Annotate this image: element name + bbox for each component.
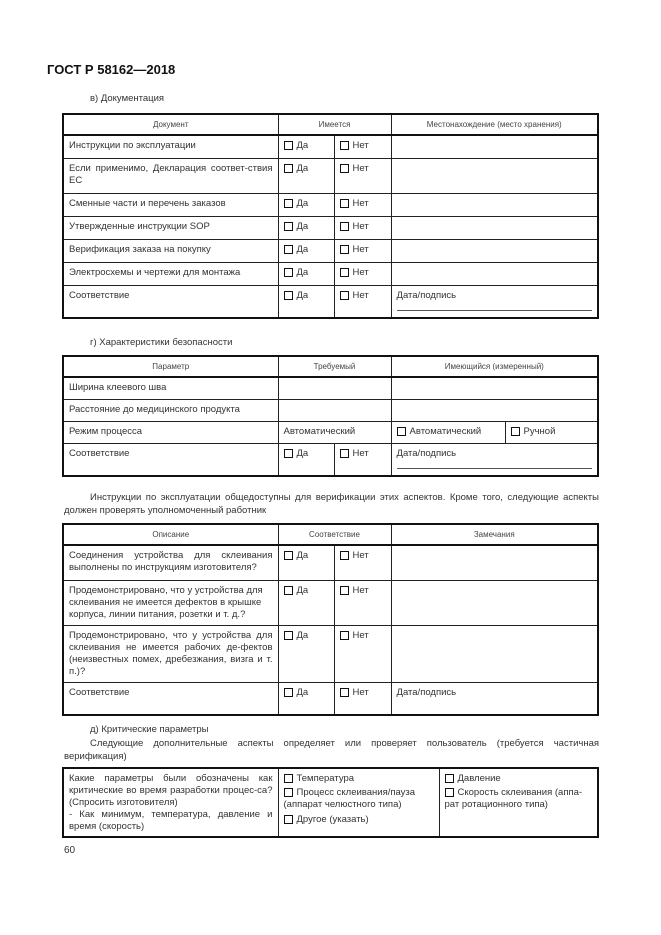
- yes-option[interactable]: Да: [278, 193, 334, 216]
- no-option[interactable]: Нет: [334, 443, 391, 476]
- intro-paragraph: Инструкции по эксплуатации общедоступны для верификации этих аспектов. Кроме того, следующие аспекты должен проверять уполномоченный работник: [64, 492, 599, 516]
- document-standard-header: ГОСТ Р 58162—2018: [47, 62, 176, 77]
- table-row: [63, 239, 598, 262]
- checkbox-icon[interactable]: [284, 774, 293, 783]
- col-header-available: Имеется: [278, 114, 391, 135]
- checkbox-icon[interactable]: [284, 291, 293, 300]
- signature-line: [397, 468, 592, 469]
- checkbox-icon[interactable]: [284, 449, 293, 458]
- col-header-location: Местонахождение (место хранения): [391, 114, 598, 135]
- question-note: - Как минимум, температура, давление и время (скорость): [69, 809, 273, 832]
- yes-option[interactable]: Да: [278, 135, 334, 158]
- checkbox-icon[interactable]: [284, 245, 293, 254]
- no-option[interactable]: Нет: [334, 285, 391, 318]
- inspection-table: [62, 523, 599, 716]
- checkbox-icon[interactable]: [340, 631, 349, 640]
- required-value: Автоматический: [278, 421, 391, 443]
- no-option[interactable]: Нет: [334, 193, 391, 216]
- checkbox-icon[interactable]: [284, 815, 293, 824]
- checkbox-icon[interactable]: [340, 164, 349, 173]
- temperature-option[interactable]: Температура: [284, 773, 434, 785]
- checkbox-icon[interactable]: [340, 688, 349, 697]
- no-option[interactable]: Нет: [334, 545, 391, 580]
- checkbox-icon[interactable]: [397, 427, 406, 436]
- row-label: Продемонстрировано, что у устройства для склеивания не имеется рабочих де-фектов (неизвестных помех, дребезжания, визга и т. п.)?: [63, 625, 278, 682]
- question-text: Какие параметры были обозначены как критические во время разработки процес-са? (Спросить изготовителя): [69, 773, 273, 808]
- documentation-table: [62, 113, 599, 319]
- checkbox-icon[interactable]: [340, 222, 349, 231]
- checkbox-icon[interactable]: [284, 688, 293, 697]
- location-field[interactable]: [391, 262, 598, 285]
- checkbox-icon[interactable]: [340, 199, 349, 208]
- checkbox-icon[interactable]: [284, 199, 293, 208]
- section-documentation-title: в) Документация: [90, 93, 165, 104]
- checkbox-icon[interactable]: [511, 427, 520, 436]
- table-row: [63, 135, 598, 158]
- pressure-option[interactable]: Давление: [445, 773, 593, 785]
- other-option[interactable]: Другое (указать): [284, 814, 434, 826]
- options-column-1: [278, 768, 439, 837]
- remarks-field[interactable]: [391, 580, 598, 625]
- col-header-parameter: Параметр: [63, 356, 278, 377]
- row-label: Соответствие: [63, 443, 278, 476]
- no-option[interactable]: Нет: [334, 580, 391, 625]
- row-label: Инструкции по эксплуатации: [63, 135, 278, 158]
- section-safety-title: г) Характеристики безопасности: [90, 337, 233, 348]
- location-field[interactable]: [391, 239, 598, 262]
- table-row: [63, 682, 598, 715]
- checkbox-icon[interactable]: [284, 141, 293, 150]
- row-label: Расстояние до медицинского продукта: [63, 399, 278, 421]
- checkbox-icon[interactable]: [284, 164, 293, 173]
- no-option[interactable]: Нет: [334, 158, 391, 193]
- checkbox-icon[interactable]: [284, 586, 293, 595]
- col-header-document: Документ: [63, 114, 278, 135]
- automatic-option[interactable]: Автоматический: [391, 421, 505, 443]
- table-row: [63, 421, 598, 443]
- checkbox-icon[interactable]: [340, 551, 349, 560]
- row-label: Продемонстрировано, что у устройства для склеивания не имеется дефектов в крышке корпуса, линии питания, розетки и т. д.?: [63, 580, 278, 625]
- table-row: [63, 580, 598, 625]
- critical-params-table: [62, 767, 599, 838]
- date-signature-field[interactable]: Дата/подпись: [391, 682, 598, 715]
- checkbox-icon[interactable]: [445, 788, 454, 797]
- row-label: Режим процесса: [63, 421, 278, 443]
- no-option[interactable]: Нет: [334, 135, 391, 158]
- col-header-required: Требуемый: [278, 356, 391, 377]
- checkbox-icon[interactable]: [340, 245, 349, 254]
- location-field[interactable]: [391, 135, 598, 158]
- yes-option[interactable]: Да: [278, 285, 334, 318]
- sealing-speed-option[interactable]: Скорость склеивания (аппа-рат ротационного типа): [444, 787, 583, 810]
- safety-table: [62, 355, 599, 477]
- table-row: [63, 377, 598, 399]
- location-field[interactable]: [391, 158, 598, 193]
- checkbox-icon[interactable]: [340, 268, 349, 277]
- yes-option[interactable]: Да: [278, 625, 334, 682]
- critical-paragraph: Следующие дополнительные аспекты определяет или проверяет пользователь (требуется частичная верификация): [64, 738, 599, 762]
- manual-option[interactable]: Ручной: [505, 421, 598, 443]
- row-label: Соединения устройства для склеивания выполнены по инструкциям изготовителя?: [63, 545, 278, 580]
- page-number: 60: [64, 845, 76, 856]
- checkbox-icon[interactable]: [340, 291, 349, 300]
- yes-option[interactable]: Да: [278, 262, 334, 285]
- remarks-field[interactable]: [391, 545, 598, 580]
- location-field[interactable]: [391, 193, 598, 216]
- row-label: Соответствие: [63, 682, 278, 715]
- options-column-2: [439, 768, 598, 837]
- table-row: [63, 443, 598, 476]
- col-header-compliance: Соответствие: [278, 524, 391, 545]
- row-label: Сменные части и перечень заказов: [63, 193, 278, 216]
- yes-option[interactable]: Да: [278, 682, 334, 715]
- no-option[interactable]: Нет: [334, 262, 391, 285]
- table-row: [63, 262, 598, 285]
- section-critical-title: д) Критические параметры: [90, 724, 209, 735]
- required-field[interactable]: [278, 377, 391, 399]
- actual-field[interactable]: [391, 377, 598, 399]
- question-cell: [63, 768, 278, 837]
- no-option[interactable]: Нет: [334, 216, 391, 239]
- yes-option[interactable]: Да: [278, 545, 334, 580]
- date-signature-field[interactable]: Дата/подпись: [391, 443, 598, 476]
- yes-option[interactable]: Да: [278, 158, 334, 193]
- checkbox-icon[interactable]: [284, 631, 293, 640]
- required-field[interactable]: [278, 399, 391, 421]
- table-row: [63, 545, 598, 580]
- row-label: Верификация заказа на покупку: [63, 239, 278, 262]
- row-label: Электросхемы и чертежи для монтажа: [63, 262, 278, 285]
- table-row: [63, 625, 598, 682]
- yes-option[interactable]: Да: [278, 443, 334, 476]
- date-signature-field[interactable]: Дата/подпись: [391, 285, 598, 318]
- no-option[interactable]: Нет: [334, 625, 391, 682]
- checkbox-icon[interactable]: [284, 268, 293, 277]
- checkbox-icon[interactable]: [445, 774, 454, 783]
- sealing-process-option[interactable]: Процесс склеивания/пауза (аппарат челюстного типа): [283, 787, 416, 810]
- signature-line: [397, 310, 592, 311]
- checkbox-icon[interactable]: [340, 586, 349, 595]
- row-label: Соответствие: [63, 285, 278, 318]
- yes-option[interactable]: Да: [278, 580, 334, 625]
- yes-option[interactable]: Да: [278, 239, 334, 262]
- row-label: Если применимо, Декларация соответ-ствия ЕС: [63, 158, 278, 193]
- table-row: [63, 193, 598, 216]
- col-header-remarks: Замечания: [391, 524, 598, 545]
- table-row: [63, 285, 598, 318]
- actual-field[interactable]: [391, 399, 598, 421]
- row-label: Ширина клеевого шва: [63, 377, 278, 399]
- checkbox-icon[interactable]: [284, 788, 293, 797]
- checkbox-icon[interactable]: [340, 449, 349, 458]
- row-label: Утвержденные инструкции SOP: [63, 216, 278, 239]
- checkbox-icon[interactable]: [340, 141, 349, 150]
- table-row: [63, 216, 598, 239]
- yes-option[interactable]: Да: [278, 216, 334, 239]
- table-row: [63, 399, 598, 421]
- checkbox-icon[interactable]: [284, 222, 293, 231]
- no-option[interactable]: Нет: [334, 239, 391, 262]
- no-option[interactable]: Нет: [334, 682, 391, 715]
- col-header-actual: Имеющийся (измеренный): [391, 356, 598, 377]
- table-row: [63, 768, 598, 837]
- checkbox-icon[interactable]: [284, 551, 293, 560]
- table-row: [63, 158, 598, 193]
- location-field[interactable]: [391, 216, 598, 239]
- col-header-description: Описание: [63, 524, 278, 545]
- remarks-field[interactable]: [391, 625, 598, 682]
